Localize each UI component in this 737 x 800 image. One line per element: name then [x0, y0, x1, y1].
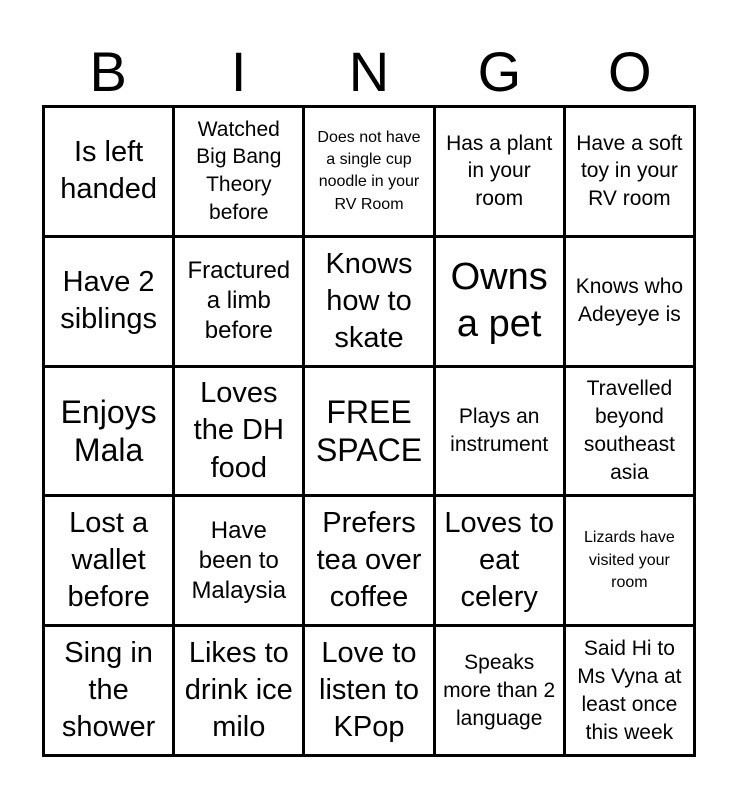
cell-text: Lost a wallet before: [67, 507, 150, 614]
bingo-board: [42, 105, 696, 757]
cell-text: Loves to eat celery: [444, 507, 555, 614]
header-letter-o: O: [608, 40, 652, 103]
bingo-cell-r3c1[interactable]: [45, 368, 172, 495]
cell-text: Is left handed: [60, 136, 157, 206]
bingo-cell-r5c3[interactable]: [305, 627, 432, 754]
bingo-cell-r2c2[interactable]: [175, 238, 302, 365]
bingo-cell-r2c1[interactable]: [45, 238, 172, 365]
bingo-cell-r1c3[interactable]: [305, 108, 432, 235]
bingo-cell-r4c2[interactable]: [175, 497, 302, 624]
cell-text: Fractured a limb before: [187, 257, 291, 345]
bingo-cell-r1c2[interactable]: [175, 108, 302, 235]
cell-text: Have 2 siblings: [60, 266, 157, 336]
header-letter-n: N: [348, 40, 390, 103]
cell-text: Said Hi to Ms Vyna at least once this week: [577, 636, 682, 744]
cell-text: Likes to drink ice milo: [184, 636, 293, 744]
cell-text: Does not have a single cup noodle in your RV Room: [317, 128, 421, 213]
bingo-cell-r5c1[interactable]: [45, 627, 172, 754]
cell-text: Love to listen to KPop: [319, 636, 419, 744]
bingo-cell-r2c3[interactable]: [305, 238, 432, 365]
header-letter-b: B: [89, 40, 127, 103]
cell-text: Watched Big Bang Theory before: [196, 117, 282, 225]
cell-text: Has a plant in your room: [446, 131, 553, 211]
bingo-cell-r3c2[interactable]: [175, 368, 302, 495]
cell-text: Owns a pet: [450, 255, 548, 346]
bingo-cell-r4c3[interactable]: [305, 497, 432, 624]
cell-text: Lizards have visited your room: [584, 529, 675, 591]
bingo-cell-r4c1[interactable]: [45, 497, 172, 624]
cell-text: Enjoys Mala: [60, 393, 157, 468]
bingo-cell-r5c5[interactable]: [566, 627, 693, 754]
cell-text: Have a soft toy in your RV room: [576, 131, 683, 211]
cell-text: Prefers tea over coffee: [316, 507, 422, 614]
bingo-cell-r2c4[interactable]: [436, 238, 563, 365]
bingo-cell-r5c4[interactable]: [436, 627, 563, 754]
cell-text: Sing in the shower: [61, 636, 156, 744]
bingo-cell-r1c1[interactable]: [45, 108, 172, 235]
bingo-header: [43, 40, 695, 104]
bingo-cell-r1c5[interactable]: [566, 108, 693, 235]
cell-text: Knows how to skate: [325, 247, 413, 354]
cell-text: Have been to Malaysia: [191, 516, 287, 604]
bingo-cell-r1c4[interactable]: [436, 108, 563, 235]
cell-text: Plays an instrument: [450, 405, 549, 456]
bingo-cell-r3c3[interactable]: [305, 368, 432, 495]
bingo-cell-r5c2[interactable]: [175, 627, 302, 754]
bingo-cell-r3c4[interactable]: [436, 368, 563, 495]
bingo-cell-r3c5[interactable]: [566, 368, 693, 495]
bingo-cell-r4c5[interactable]: [566, 497, 693, 624]
cell-text: Loves the DH food: [193, 377, 284, 484]
header-letter-g: G: [477, 40, 522, 103]
cell-text: Speaks more than 2 language: [443, 650, 556, 730]
header-letter-i: I: [230, 40, 247, 103]
bingo-cell-r2c5[interactable]: [566, 238, 693, 365]
cell-text: Travelled beyond southeast asia: [583, 377, 675, 484]
bingo-cell-r4c4[interactable]: [436, 497, 563, 624]
cell-text: Knows who Adeyeye is: [575, 275, 684, 327]
cell-text: FREE SPACE: [315, 393, 423, 468]
